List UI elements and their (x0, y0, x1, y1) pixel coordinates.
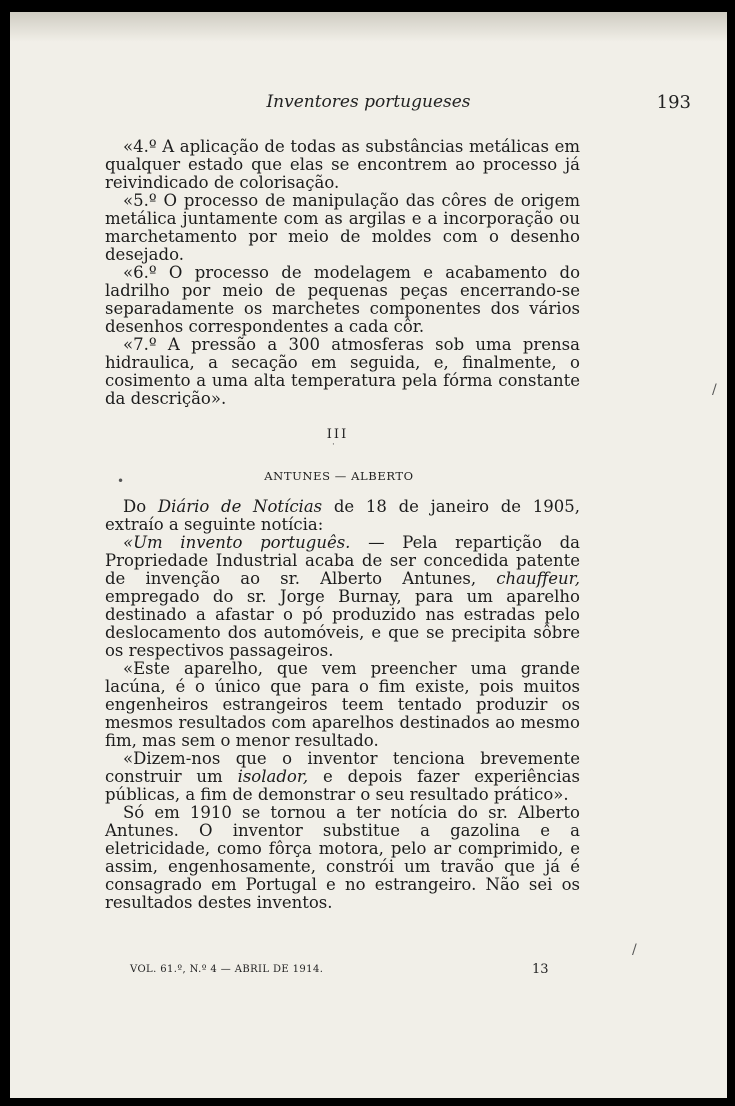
book-page (10, 12, 727, 1098)
news-headline: «Um invento português. (123, 533, 351, 552)
margin-mark: / (632, 942, 637, 958)
intro-suffix: de 18 de janeiro de 1905, extraío a seguinte notícia: (105, 497, 580, 534)
section-heading: ANTUNES — ALBERTO (264, 469, 414, 483)
margin-mark: / (712, 382, 717, 398)
claim-7: «7.º A pressão a 300 atmosferas sob uma prensa hidraulica, a secação em seguida, e, finalmente, o cosimento a uma alta temperatura pela fórma constante da descrição». (105, 335, 580, 408)
volume-info: VOL. 61.º, N.º 4 — ABRIL DE 1914. (130, 964, 324, 975)
page-number: 193 (656, 92, 691, 113)
quote-paragraph-2: «Este aparelho, que vem preencher uma grande lacúna, é o único que para o fim existe, pois muitos engenheiros estrangeiros teem tentado produzir os mesmos resultados com aparelhos destinados ao mesmo fim, mas sem o menor resultado. (105, 659, 580, 750)
device-name: isolador, (237, 767, 309, 786)
signature-mark: 13 (532, 962, 549, 977)
ink-speck: • (117, 474, 125, 488)
intro-prefix: Do (123, 497, 158, 516)
quote-3-text-2: e depois fazer experiências públicas, a fim de demonstrar o seu resultado prático». (105, 767, 580, 804)
closing-paragraph: Só em 1910 se tornou a ter notícia do sr. Alberto Antunes. O inventor substitue a gazolina e a eletricidade, como fôrça motora, pelo ar comprimido, e assim, engenhosamente, constrói um travão que já é consagrado em Portugal e no estrangeiro. Não sei os resultados destes inventos. (105, 803, 580, 912)
claim-5: «5.º O processo de manipulação das côres de origem metálica juntamente com as argilas e a incorporação ou marchetamento por meio de moldes com o desenho desejado. (105, 191, 580, 264)
section-number: III (326, 427, 349, 442)
news-role: chauffeur, (496, 569, 580, 588)
article-intro (105, 498, 580, 534)
claims-list (105, 138, 580, 408)
ink-speck: · (332, 440, 335, 450)
quote-3-text-1: «Dizem-nos que o inventor tenciona brevemente construir um (105, 749, 580, 786)
news-quote (105, 534, 580, 660)
claim-6: «6.º O processo de modelagem e acabamento do ladrilho por meio de pequenas peças encerrando-se separadamente os marchetes componentes dos vários desenhos correspondentes a cada côr. (105, 263, 580, 336)
claim-4: «4.º A aplicação de todas as substâncias metálicas em qualquer estado que elas se encontrem ao processo já reivindicado de colorisação. (105, 137, 580, 192)
quote-paragraph-3 (105, 750, 580, 804)
news-text-1: — Pela repartição da Propriedade Industrial acaba de ser concedida patente de invenção ao sr. Alberto Antunes, (105, 533, 580, 588)
running-title: Inventores portugueses (266, 92, 471, 112)
news-text-2: empregado do sr. Jorge Burnay, para um aparelho destinado a afastar o pó produzido nas estradas pelo deslocamento dos automóveis, e que se precipita sôbre os respectivos passageiros. (105, 587, 580, 660)
article-body (105, 498, 580, 912)
newspaper-title: Diário de Notícias (157, 497, 323, 516)
